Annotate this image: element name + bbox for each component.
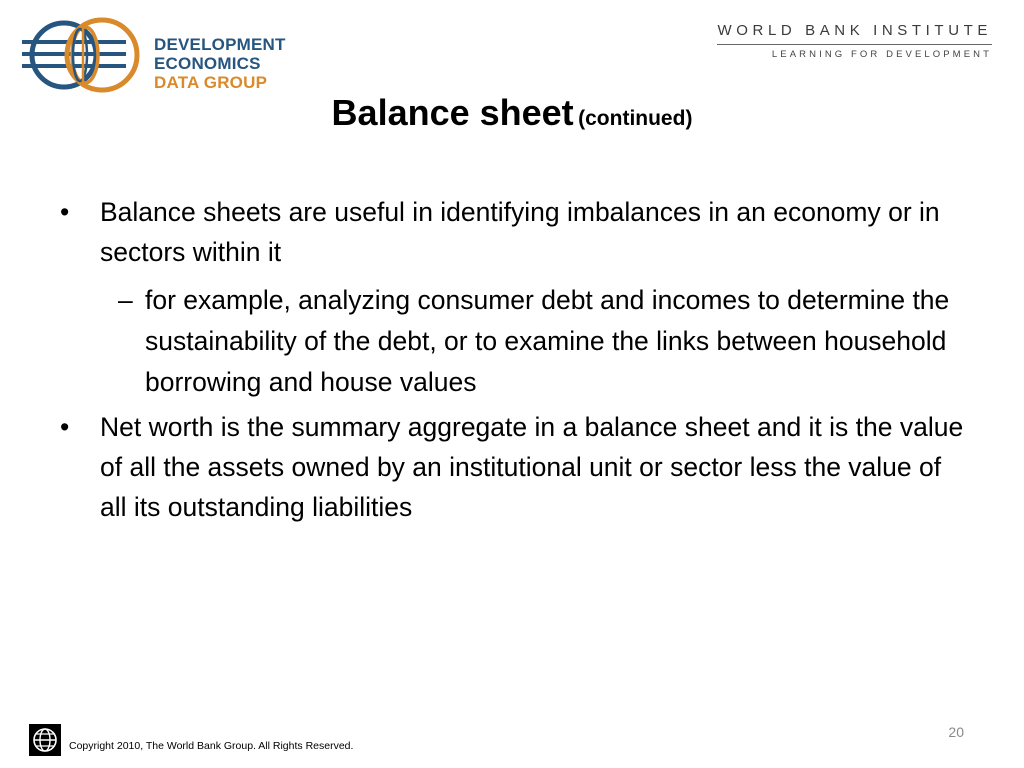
slide-title-suffix: (continued) <box>578 107 693 130</box>
logo-title-line2: DATA GROUP <box>154 73 268 92</box>
bullet-marker: • <box>60 197 70 227</box>
page-number: 20 <box>948 724 964 740</box>
slide-body <box>58 192 968 537</box>
slide-title <box>0 92 1024 134</box>
logo-title-line1: DEVELOPMENT ECONOMICS <box>154 35 286 73</box>
bullet-item <box>58 192 968 272</box>
globe-logo-icon <box>22 14 150 96</box>
dash-marker: – <box>118 285 133 315</box>
slide-title-main: Balance sheet <box>331 92 574 133</box>
world-bank-globe-icon <box>29 724 61 756</box>
institute-title: WORLD BANK INSTITUTE <box>717 22 992 45</box>
bullet-marker: • <box>60 412 70 442</box>
sub-bullet-item <box>58 280 968 403</box>
development-economics-logo <box>22 14 352 96</box>
institute-subtitle: LEARNING FOR DEVELOPMENT <box>771 49 992 60</box>
bullet-text: Net worth is the summary aggregate in a balance sheet and it is the value of all the assets owned by an institutional unit or sector less the value of all its outstanding liabilities <box>100 412 964 522</box>
world-bank-institute-header <box>717 22 992 60</box>
bullet-text: Balance sheets are useful in identifying imbalances in an economy or in sectors within it <box>100 197 940 267</box>
copyright-text: Copyright 2010, The World Bank Group. All Rights Reserved. <box>69 740 354 752</box>
bullet-item <box>58 407 968 527</box>
sub-bullet-text: for example, analyzing consumer debt and incomes to determine the sustainability of the debt, or to examine the links between household borrowing and house values <box>145 285 950 397</box>
